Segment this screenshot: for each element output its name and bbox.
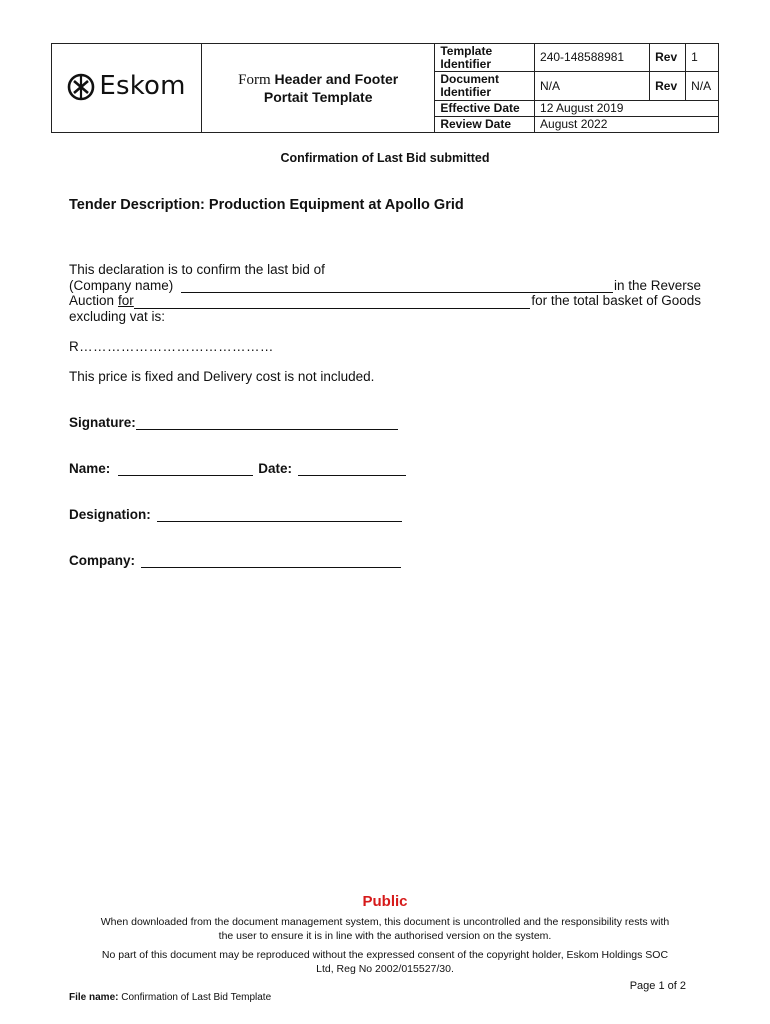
template-rev-label: Rev — [650, 44, 686, 72]
auction-for-blank[interactable] — [134, 296, 531, 309]
document-rev-label: Rev — [650, 72, 686, 101]
title-main: Header and Footer — [274, 70, 399, 87]
logo-cell — [52, 44, 202, 133]
name-label: Name: — [69, 461, 111, 476]
template-rev-value: 1 — [686, 44, 719, 72]
logo-text: Eskom — [99, 71, 186, 101]
header-table — [51, 43, 719, 133]
effective-date-label: Effective Date — [435, 101, 535, 117]
signature-label: Signature: — [69, 415, 136, 430]
name-date-row — [69, 461, 406, 476]
designation-field[interactable] — [69, 507, 402, 522]
classification-label: Public — [362, 893, 408, 910]
title-prefix: Form — [238, 71, 271, 88]
title-line2: Portait Template — [263, 88, 373, 105]
file-name-value: Confirmation of Last Bid Template — [121, 992, 272, 1003]
designation-label: Designation: — [69, 507, 151, 522]
document-rev-value: N/A — [686, 72, 719, 101]
section-title: Confirmation of Last Bid submitted — [280, 151, 490, 165]
date-blank[interactable] — [298, 463, 406, 476]
date-label: Date: — [258, 461, 293, 476]
template-identifier-value: 240-148588981 — [535, 44, 650, 72]
file-name-label: File name: — [69, 992, 119, 1003]
declaration-line-3: Auction for for the total basket of Goods — [69, 293, 701, 308]
company-field[interactable] — [69, 553, 401, 568]
company-name-blank[interactable] — [181, 280, 613, 293]
declaration-line-4: excluding vat is: — [69, 308, 166, 324]
company-blank[interactable] — [141, 555, 401, 568]
designation-blank[interactable] — [157, 509, 402, 522]
document-identifier-value: N/A — [535, 72, 650, 101]
eskom-logo — [67, 73, 185, 101]
template-identifier-label: Template Identifier — [435, 44, 535, 72]
review-date-value: August 2022 — [535, 117, 719, 133]
eskom-emblem-icon — [67, 73, 95, 101]
name-blank[interactable] — [118, 463, 253, 476]
document-title — [202, 44, 435, 133]
company-label: Company: — [69, 553, 136, 568]
bid-amount-line[interactable]: R…………………………………… — [69, 339, 274, 354]
disclaimer-uncontrolled: When downloaded from the document management system, this document is uncontrolled and the responsibility rests with the user to ensure it is in line with the authorised version on the system. — [100, 916, 670, 942]
signature-blank[interactable] — [136, 417, 398, 430]
page-number: Page 1 of 2 — [629, 980, 686, 992]
declaration-paragraph — [69, 262, 701, 324]
disclaimer-copyright: No part of this document may be reproduced without the expressed consent of the copyright holder, Eskom Holdings SOC Ltd, Reg No 2002/015527/30. — [101, 949, 669, 975]
effective-date-value: 12 August 2019 — [535, 101, 719, 117]
file-name — [69, 992, 271, 1003]
declaration-line-2: (Company name) in the Reverse — [69, 277, 701, 293]
tender-description: Tender Description: Production Equipment at Apollo Grid — [69, 197, 464, 213]
signature-field[interactable] — [69, 415, 398, 430]
review-date-label: Review Date — [435, 117, 535, 133]
declaration-line-1: This declaration is to confirm the last bid of — [69, 262, 325, 277]
document-identifier-label: Document Identifier — [435, 72, 535, 101]
price-note: This price is fixed and Delivery cost is not included. — [69, 369, 375, 384]
